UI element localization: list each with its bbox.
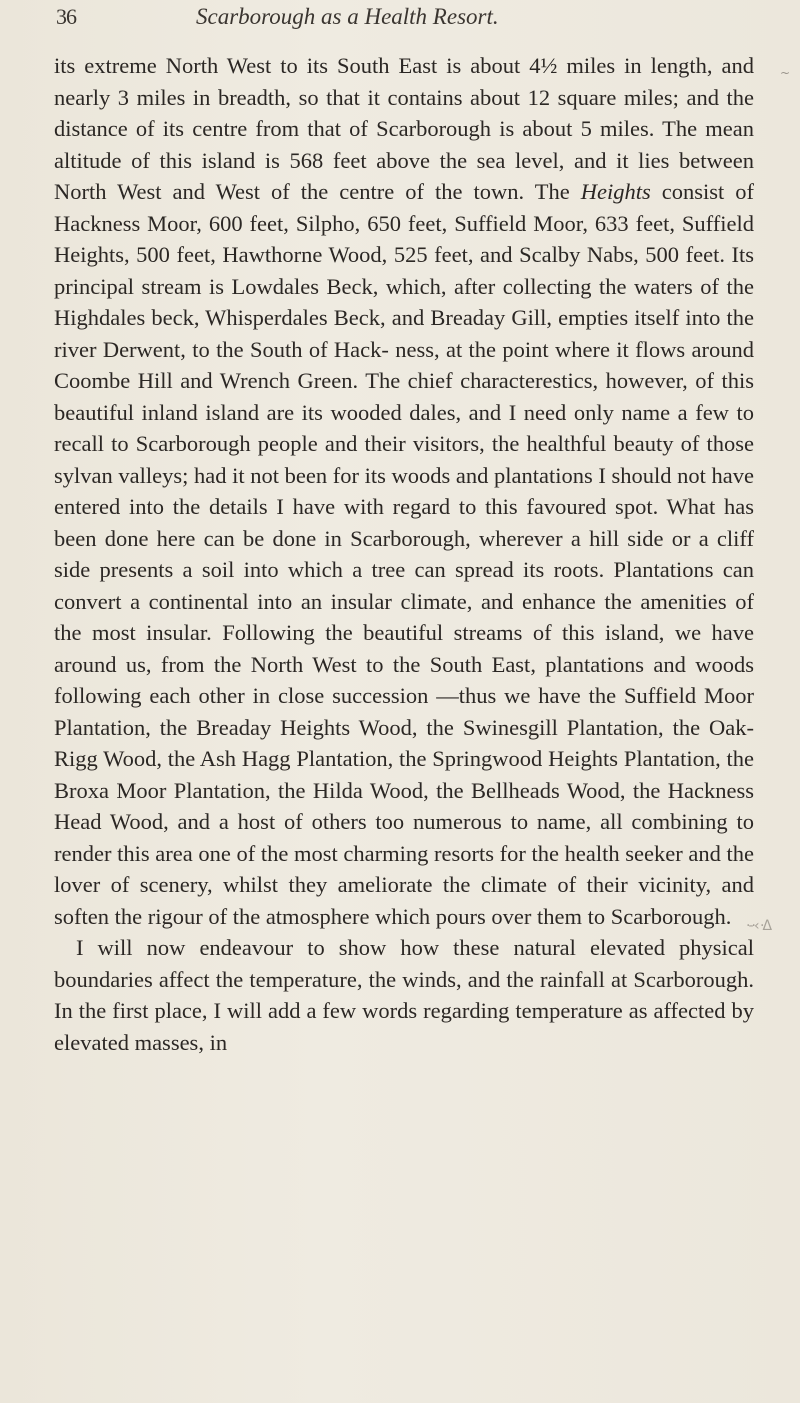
paragraph-rest: consist of Hackness Moor, 600 feet, Silpho, 650 feet, Suffield Moor, 633 feet, Suffield Heights, 500 feet, Hawthorne Wood, 525 feet, and Scalby Nabs, 500 feet. Its principal stream is Lowdales Beck, which, after collecting the waters of the Highdales beck, Whisperdales Beck, and Breaday Gill, empties itself into the river Derwent, to the South of Hack- ness, at the point where it flows around Coombe Hill and Wrench Green. The chief characterestics, however, of this beautiful inland island are its wooded dales, and I need only name a few to recall to Scarborough people and their visitors, the healthful beauty of those sylvan valleys; had it not been for its woods and plantations I should not have entered into the details I have with regard to this favoured spot. What has been done here can be done in Scarborough, wherever a hill side or a cliff side presents a soil into which a tree can spread its roots. Plantations can convert a continental into an insular climate, and enhance the amenities of the most insular. Following the beautiful streams of this island, we have around us, from the North West to the South East, plantations and woods following each other in close succession —thus we have the Suffield Moor Plantation, the Breaday Heights Wood, the Swinesgill Plantation, the Oak-Rigg Wood, the Ash Hagg Plantation, the Springwood Heights Plantation, the Broxa Moor Plantation, the Hilda Wood, the Bellheads Wood, the Hackness Head Wood, and a host of others too numerous to name, all combining to render this area one of the most charming resorts for the health seeker and the lover of scenery, whilst they ameliorate the climate of their vicinity, and soften the rigour of the atmosphere which pours over them to Scarborough. [54,179,754,929]
paragraph-temperature: I will now endeavour to show how these natural elevated physical boundaries affect the temperature, the winds, and the rainfall at Scarborough. In the first place, I will add a few words regarding temperature as affected by elevated masses, in [54,935,754,1055]
body-text [54,50,754,1058]
running-title: Scarborough as a Health Resort. [196,4,499,29]
paragraph-heights [54,50,754,932]
page-number: 36 [56,4,76,29]
edge-mark: ~ [780,66,791,80]
italic-term-heights: Heights [580,179,651,204]
paragraph-lead: its extreme North West to its South East is about 4½ miles in length, and nearly 3 miles in breadth, so that it contains about 12 square miles; and the distance of its centre from that of Scarborough is about 5 miles. The mean altitude of this island is 568 feet above the sea level, and it lies between North West and West of the centre of the town. The [54,53,754,204]
page-header [56,4,746,36]
margin-mark: ·-·‹ ·ᐃ [746,918,771,934]
